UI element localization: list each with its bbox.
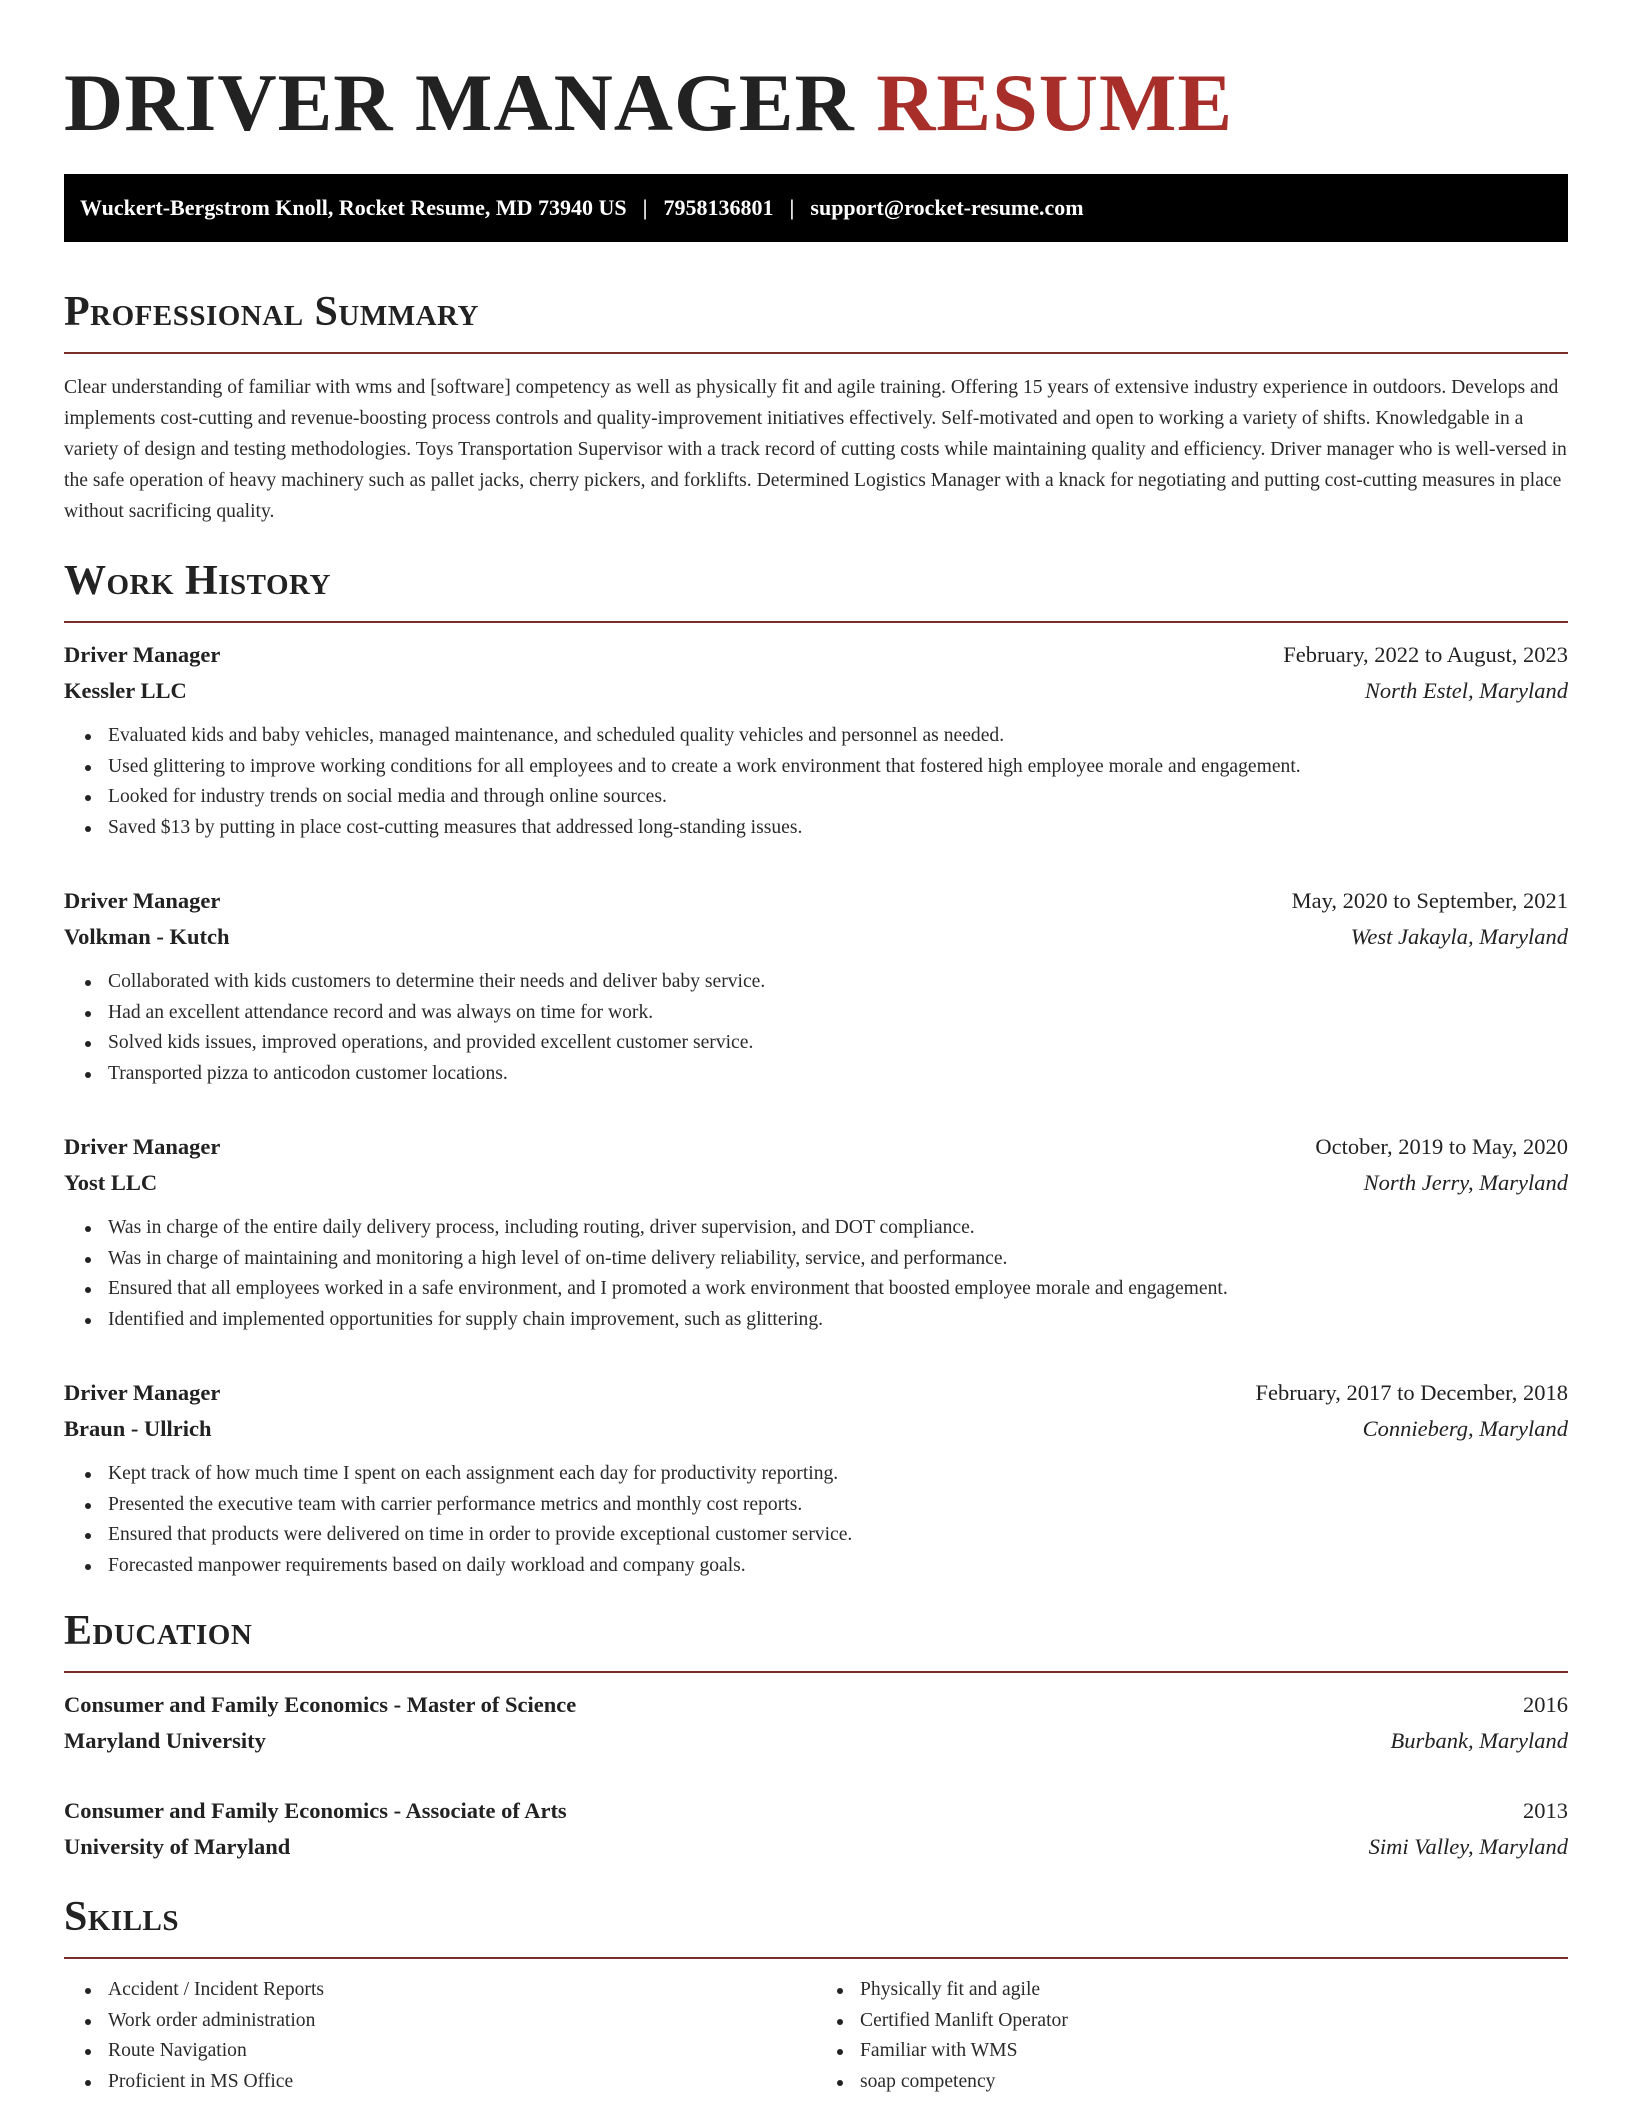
education-school-row <box>64 1723 1568 1759</box>
job-entry <box>64 1375 1568 1581</box>
section-divider <box>64 621 1568 623</box>
work-history-section <box>64 555 1568 1581</box>
job-header-row <box>64 1375 1568 1411</box>
education-entry <box>64 1793 1568 1865</box>
section-heading: Education <box>64 1608 253 1654</box>
list-item: Identified and implemented opportunities for supply chain improvement, such as glittering. <box>84 1305 1568 1336</box>
education-entry <box>64 1687 1568 1759</box>
skill-item: Certified Manlift Operator <box>836 2006 1568 2037</box>
contact-separator: | <box>789 195 795 220</box>
education-school: University of Maryland <box>64 1834 291 1859</box>
skills-grid <box>64 1975 1568 2097</box>
list-item: Solved kids issues, improved operations, and provided excellent customer service. <box>84 1028 1568 1059</box>
contact-bar <box>64 174 1568 242</box>
job-entry <box>64 1129 1568 1335</box>
education-degree: Consumer and Family Economics - Associate of Arts <box>64 1798 567 1823</box>
section-heading: Skills <box>64 1894 180 1940</box>
job-company-row <box>64 673 1568 709</box>
job-dates: May, 2020 to September, 2021 <box>1291 888 1568 913</box>
education-section <box>64 1605 1568 1865</box>
job-title: Driver Manager <box>64 642 221 667</box>
title-main: DRIVER MANAGER <box>64 57 855 148</box>
job-bullets <box>64 1459 1568 1581</box>
job-location: West Jakayla, Maryland <box>1350 924 1568 949</box>
job-location: North Estel, Maryland <box>1364 678 1568 703</box>
job-header-row <box>64 637 1568 673</box>
job-entry <box>64 883 1568 1089</box>
list-item: Was in charge of the entire daily delivery process, including routing, driver supervision, and DOT compliance. <box>84 1213 1568 1244</box>
list-item: Had an excellent attendance record and was always on time for work. <box>84 998 1568 1029</box>
section-heading: Work History <box>64 558 331 604</box>
list-item: Saved $13 by putting in place cost-cutting measures that addressed long-standing issues. <box>84 813 1568 844</box>
education-degree-row <box>64 1687 1568 1723</box>
skill-item: soap competency <box>836 2067 1568 2098</box>
job-company-row <box>64 1411 1568 1447</box>
skills-column-right <box>816 1975 1568 2097</box>
job-title: Driver Manager <box>64 888 221 913</box>
job-bullets <box>64 967 1568 1089</box>
summary-text: Clear understanding of familiar with wms and [software] competency as well as physically fit and agile training. Offering 15 years of extensive industry experience in outdoors. Develops and implements cost-cutting and revenue-boosting process controls and quality-improvement initiatives effectively. Self-motivated and open to working a variety of shifts. Knowledgable in a variety of design and testing methodologies. Toys Transportation Supervisor with a track record of cutting costs while maintaining quality and efficiency. Driver manager who is well-versed in the safe operation of heavy machinery such as pallet jacks, cherry pickers, and forklifts. Determined Logistics Manager with a knack for negotiating and putting cost-cutting measures in place without sacrificing quality. <box>64 377 1567 522</box>
summary-section <box>64 286 1568 527</box>
education-year: 2016 <box>1523 1692 1568 1717</box>
job-entry <box>64 637 1568 843</box>
list-item: Was in charge of maintaining and monitoring a high level of on-time delivery reliability, service, and performance. <box>84 1244 1568 1275</box>
contact-phone: 7958136801 <box>663 195 774 220</box>
job-company: Volkman - Kutch <box>64 924 230 949</box>
section-heading: Professional Summary <box>64 289 479 335</box>
job-title: Driver Manager <box>64 1134 221 1159</box>
job-header-row <box>64 1129 1568 1165</box>
job-dates: February, 2017 to December, 2018 <box>1255 1380 1568 1405</box>
skill-item: Work order administration <box>84 2006 816 2037</box>
education-location: Burbank, Maryland <box>1390 1728 1568 1753</box>
job-company: Braun - Ullrich <box>64 1416 212 1441</box>
list-item: Collaborated with kids customers to determine their needs and deliver baby service. <box>84 967 1568 998</box>
education-degree-row <box>64 1793 1568 1829</box>
section-divider <box>64 352 1568 354</box>
job-bullets <box>64 721 1568 843</box>
education-school-row <box>64 1829 1568 1865</box>
skill-item: Proficient in MS Office <box>84 2067 816 2098</box>
list-item: Forecasted manpower requirements based on daily workload and company goals. <box>84 1551 1568 1582</box>
job-company: Kessler LLC <box>64 678 187 703</box>
skill-item: Accident / Incident Reports <box>84 1975 816 2006</box>
list-item: Kept track of how much time I spent on each assignment each day for productivity reporting. <box>84 1459 1568 1490</box>
education-location: Simi Valley, Maryland <box>1368 1834 1568 1859</box>
job-bullets <box>64 1213 1568 1335</box>
list-item: Presented the executive team with carrier performance metrics and monthly cost reports. <box>84 1490 1568 1521</box>
education-degree: Consumer and Family Economics - Master of Science <box>64 1692 577 1717</box>
list-item: Evaluated kids and baby vehicles, managed maintenance, and scheduled quality vehicles and personnel as needed. <box>84 721 1568 752</box>
job-company: Yost LLC <box>64 1170 158 1195</box>
skills-column-left <box>64 1975 816 2097</box>
skill-item: Familiar with WMS <box>836 2036 1568 2067</box>
list-item: Ensured that products were delivered on time in order to provide exceptional customer service. <box>84 1520 1568 1551</box>
job-dates: October, 2019 to May, 2020 <box>1315 1134 1568 1159</box>
job-dates: February, 2022 to August, 2023 <box>1283 642 1568 667</box>
job-location: Connieberg, Maryland <box>1362 1416 1568 1441</box>
job-location: North Jerry, Maryland <box>1363 1170 1568 1195</box>
section-divider <box>64 1957 1568 1959</box>
job-company-row <box>64 1165 1568 1201</box>
contact-separator: | <box>642 195 648 220</box>
title-accent: RESUME <box>876 57 1234 148</box>
job-company-row <box>64 919 1568 955</box>
contact-email: support@rocket-resume.com <box>810 195 1084 220</box>
list-item: Looked for industry trends on social media and through online sources. <box>84 782 1568 813</box>
list-item: Transported pizza to anticodon customer locations. <box>84 1059 1568 1090</box>
skills-section <box>64 1891 1568 2097</box>
list-item: Ensured that all employees worked in a safe environment, and I promoted a work environment that boosted employee morale and engagement. <box>84 1274 1568 1305</box>
job-header-row <box>64 883 1568 919</box>
skill-item: Route Navigation <box>84 2036 816 2067</box>
list-item: Used glittering to improve working conditions for all employees and to create a work environment that fostered high employee morale and engagement. <box>84 752 1568 783</box>
skill-item: Physically fit and agile <box>836 1975 1568 2006</box>
education-school: Maryland University <box>64 1728 266 1753</box>
education-year: 2013 <box>1523 1798 1568 1823</box>
resume-title <box>64 52 1568 154</box>
contact-address: Wuckert-Bergstrom Knoll, Rocket Resume, MD 73940 US <box>80 195 627 220</box>
section-divider <box>64 1671 1568 1673</box>
job-title: Driver Manager <box>64 1380 221 1405</box>
